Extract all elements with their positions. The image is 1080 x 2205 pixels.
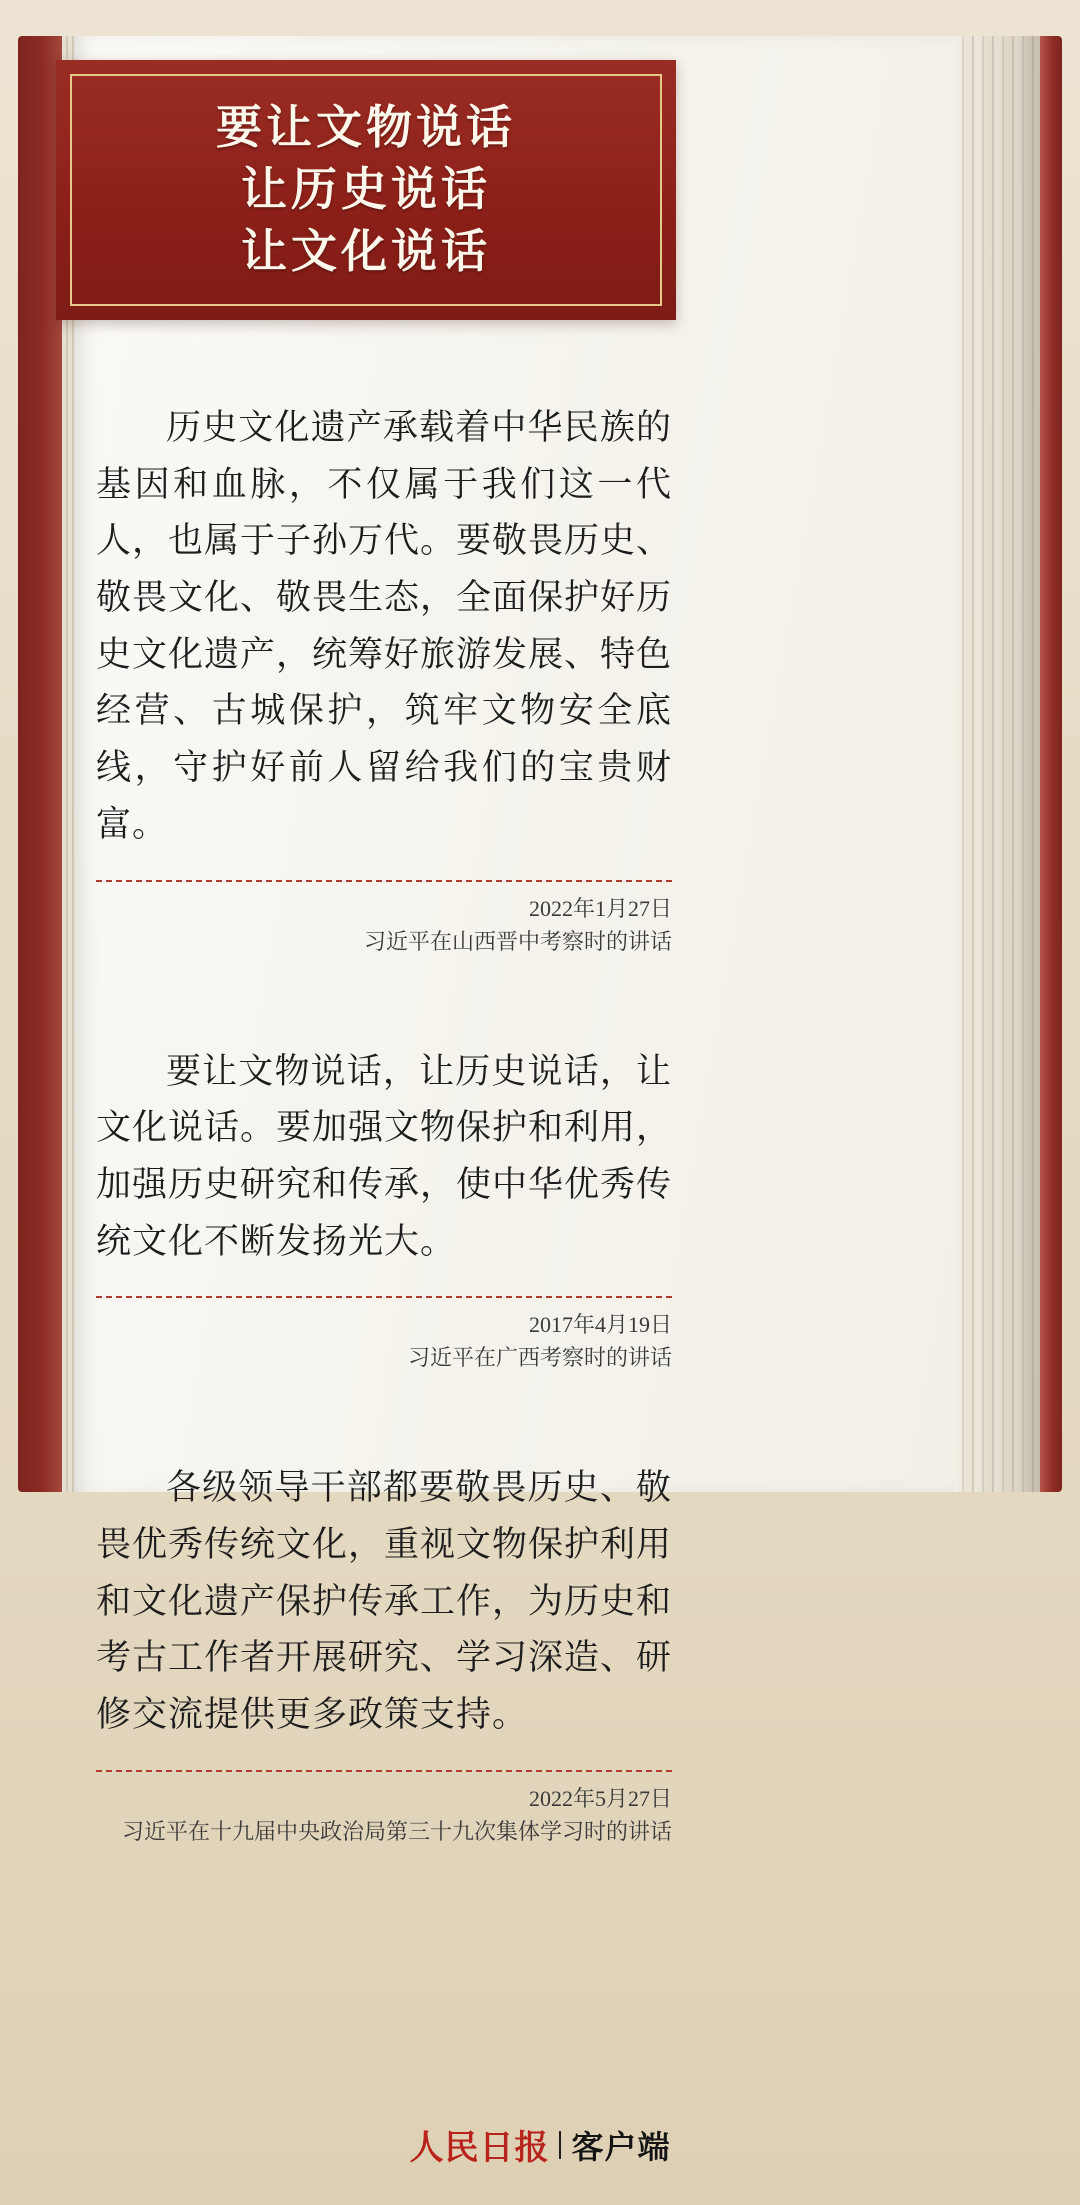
quote-source: 习近平在广西考察时的讲话 [407,1345,672,1371]
quote-date: 2022年1月27日 [528,895,672,921]
logo-app-label: 客户端 [571,2128,671,2165]
page-title [56,60,676,320]
title-line-2: 让历史说话 [241,163,491,215]
quote-source: 习近平在十九届中央政治局第三十九次集体学习时的讲话 [121,1818,672,1844]
quote-date: 2022年5月27日 [528,1785,672,1811]
quote-block [96,1044,672,1375]
quote-text: 历史文化遗产承载着中华民族的基因和血脉，不仅属于我们这一代人，也属于子孙万代。要敬畏历史、敬畏文化、敬畏生态，全面保护好历史文化遗产，统筹好旅游发展、特色经营、古城保护，筑牢文物安全底线，守护好前人留给我们的宝贵财富。 [96,408,673,844]
quote-date: 2017年4月19日 [528,1312,672,1338]
footer-logo [0,2120,1080,2169]
book-edge-right [1040,36,1062,1492]
logo-divider [559,2131,561,2159]
title-line-3: 让文化说话 [241,226,491,278]
quote-list [96,400,672,1848]
page-stack-shade [954,36,1040,1492]
quote-divider [96,880,672,882]
title-plaque [56,60,676,320]
quote-divider [96,1296,672,1298]
title-line-1: 要让文物说话 [216,101,516,153]
quote-block [96,1460,672,1847]
quote-text: 各级领导干部都要敬畏历史、敬畏优秀传统文化，重视文物保护利用和文化遗产保护传承工作，为历史和考古工作者开展研究、学习深造、研修交流提供更多政策支持。 [96,1468,673,1734]
quote-block [96,400,672,958]
quote-source: 习近平在山西晋中考察时的讲话 [363,928,672,954]
quote-divider [96,1770,672,1772]
peoples-daily-logo-icon: 人民日报 [409,2130,550,2167]
quote-text: 要让文物说话，让历史说话，让文化说话。要加强文物保护和利用，加强历史研究和传承，使中华优秀传统文化不断发扬光大。 [96,1051,673,1261]
